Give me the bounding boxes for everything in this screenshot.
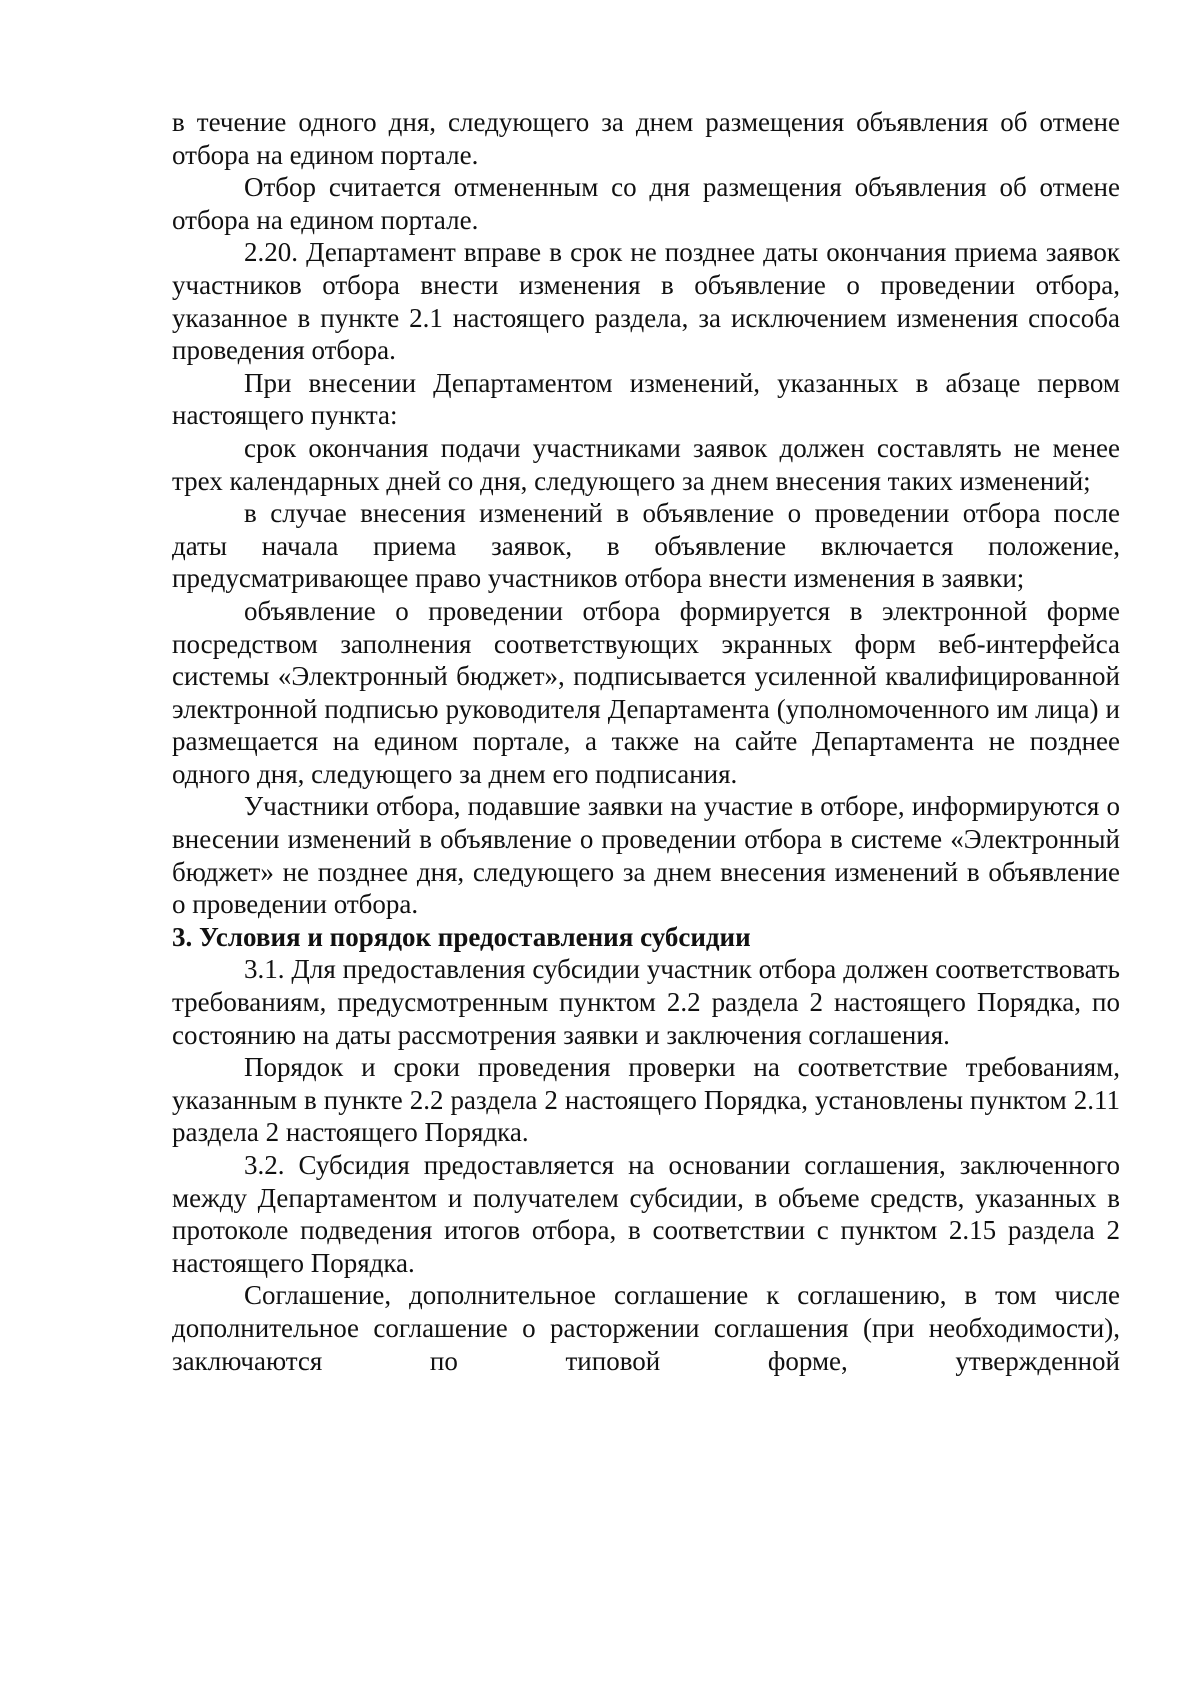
paragraph: в случае внесения изменений в объявление о проведении отбора после даты начала приема заявок, в объявление включается положение, предусматривающее право участников отбора внести изменения в заявки; [172, 498, 1120, 594]
section-heading: 3. Условия и порядок предоставления субсидии [172, 921, 751, 952]
paragraph-clause-3-2: 3.2. Субсидия предоставляется на основании соглашения, заключенного между Департаментом и получателем субсидии, в объеме средств, указанных в протоколе подведения итогов отбора, в соответствии с пунктом 2.15 раздела 2 настоящего Порядка. [172, 1150, 1120, 1278]
paragraph: объявление о проведении отбора формируется в электронной форме посредством заполнения соответствующих экранных форм веб-интерфейса системы «Электронный бюджет», подписывается усиленной квалифицированной электронной подписью руководителя Департамента (уполномоченного им лица) и размещается на едином портале, а также на сайте Департамента не позднее одного дня, следующего за днем его подписания. [172, 595, 1120, 789]
paragraph: срок окончания подачи участниками заявок должен составлять не менее трех календарных дней со дня, следующего за днем внесения таких изменений; [172, 432, 1120, 496]
document-page [172, 106, 1120, 1377]
paragraph-truncated: Соглашение, дополнительное соглашение к соглашению, в том числе дополнительное соглашение о расторжении соглашения (при необходимости), заключаются по типовой форме, утвержденной [172, 1280, 1120, 1376]
paragraph-clause-3-1: 3.1. Для предоставления субсидии участник отбора должен соответствовать требованиям, предусмотренным пунктом 2.2 раздела 2 настоящего Порядка, по состоянию на даты рассмотрения заявки и заключения соглашения. [172, 954, 1120, 1050]
paragraph: Участники отбора, подавшие заявки на участие в отборе, информируются о внесении изменений в объявление о проведении отбора в системе «Электронный бюджет» не позднее дня, следующего за днем внесения изменений в объявление о проведении отбора. [172, 791, 1120, 920]
paragraph: Порядок и сроки проведения проверки на соответствие требованиям, указанным в пункте 2.2 раздела 2 настоящего Порядка, установлены пунктом 2.11 раздела 2 настоящего Порядка. [172, 1052, 1120, 1148]
paragraph-clause-2-20: 2.20. Департамент вправе в срок не позднее даты окончания приема заявок участников отбора внести изменения в объявление о проведении отбора, указанное в пункте 2.1 настоящего раздела, за исключением изменения способа проведения отбора. [172, 237, 1120, 366]
paragraph-continuation: в течение одного дня, следующего за днем размещения объявления об отмене отбора на едином портале. [172, 107, 1120, 170]
paragraph: При внесении Департаментом изменений, указанных в абзаце первом настоящего пункта: [172, 367, 1120, 431]
paragraph: Отбор считается отмененным со дня размещения объявления об отмене отбора на едином портале. [172, 172, 1120, 235]
